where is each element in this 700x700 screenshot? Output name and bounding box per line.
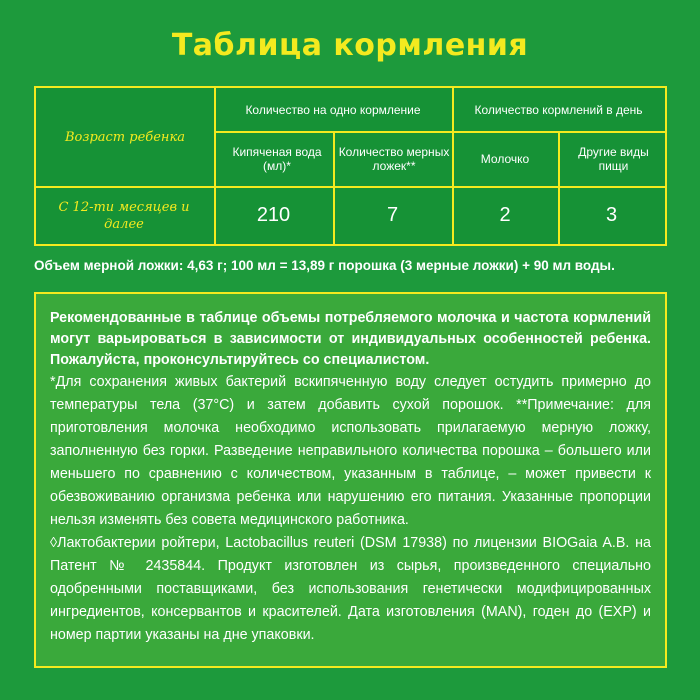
recommendation-text: Рекомендованные в таблице объемы потребляемого молочка и частота кормлений могут варьироваться в зависимости от индивидуальных особенностей ребенка. Пожалуйста, проконсультируйтесь со специалистом. (50, 310, 651, 368)
feeding-table (34, 86, 667, 246)
feedings-per-day-header: Количество кормлений в день (474, 102, 643, 117)
other-food-value: 3 (605, 204, 618, 226)
age-header-cell (36, 88, 214, 186)
milk-value: 2 (499, 204, 511, 226)
other-food-column-header: Другие виды пищи (578, 144, 649, 173)
group-header-cell (452, 88, 665, 131)
table-cell (452, 187, 558, 244)
column-header-cell (452, 131, 558, 186)
water-value: 210 (256, 204, 291, 226)
age-header: Возраст ребенка (64, 129, 185, 145)
water-column-header: Кипяченая вода (мл)* (232, 144, 322, 173)
milk-column-header: Молочко (480, 151, 530, 166)
table-row (54, 187, 194, 244)
table-cell (214, 187, 333, 244)
spoons-value: 7 (386, 204, 399, 226)
spoons-column-header: Количество мерных ложек** (338, 144, 450, 173)
column-header-cell (336, 131, 452, 186)
table-cell (558, 187, 665, 244)
preparation-text: *Для сохранения живых бактерий вскипяченную воду следует остудить примерно до температуры тела (37°С) и затем добавить сухой порошок. **Примечание: для приготовления молочка необходимо использовать прилагаемую мерную ложку, заполненную без горки. Разведение неправильного количества порошка – большего или меньшего по сравнению с количеством, указанным в таблице, – может привести к обезвоживанию организма ребенка или нарушению его питания. Указанные пропорции нельзя изменять без совета медицинского работника. (50, 374, 651, 528)
table-cell (333, 187, 452, 244)
column-header-cell (232, 131, 322, 186)
age-value: С 12-ти месяцев и далее (58, 199, 190, 232)
spoon-volume-note: Объем мерной ложки: 4,63 г; 100 мл = 13,89 г порошка (3 мерные ложки) + 90 мл воды. (34, 258, 615, 273)
info-box (34, 292, 667, 668)
per-feeding-header: Количество на одно кормление (245, 102, 421, 117)
license-text: ◊Лактобактерии ройтери, Lactobacillus reuteri (DSM 17938) по лицензии BIOGaia A.B. на Патент № 2435844. Продукт изготовлен из сырья, произведенного специально одобренными поставщиками, без использования генетически модифицированных ингредиентов, консервантов и красителей. Дата изготовления (MAN), годен до (EXP) и номер партии указаны на дне упаковки. (50, 535, 651, 643)
group-header-cell (214, 88, 452, 131)
page-title: Таблица кормления (171, 28, 529, 63)
column-header-cell (576, 131, 651, 186)
